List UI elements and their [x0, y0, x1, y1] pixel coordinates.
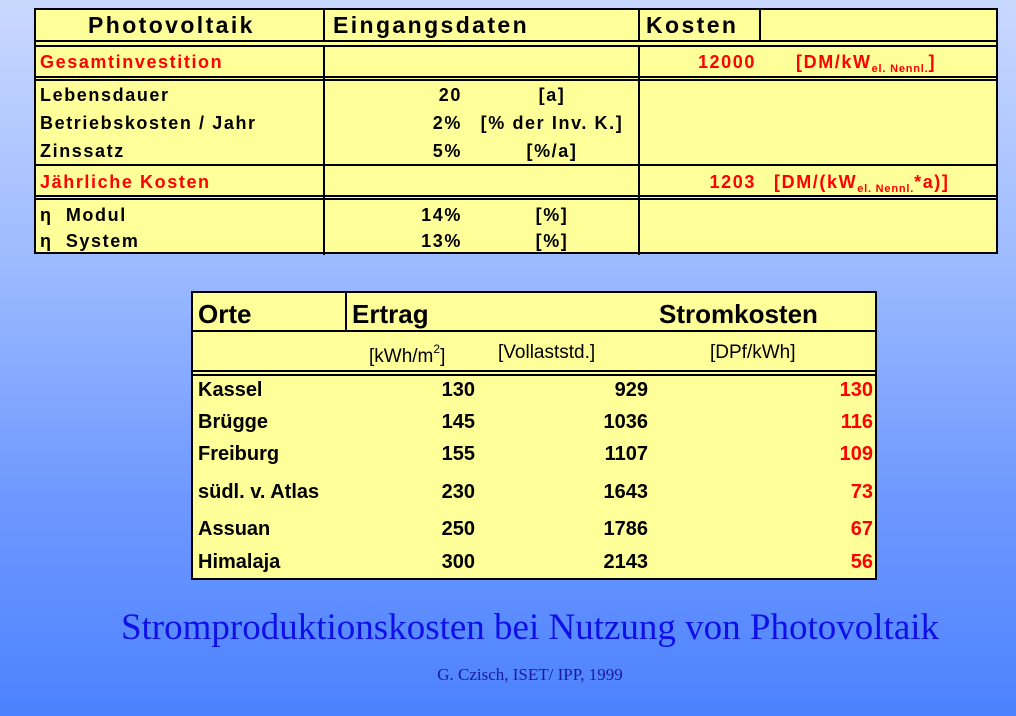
ertrag-vollast: 929: [614, 379, 648, 401]
ertrag-kwh: 130: [441, 379, 475, 401]
unit-vollast: [Vollaststd.]: [498, 342, 596, 363]
divider: [323, 10, 325, 40]
eta-system-label: η System: [40, 231, 140, 251]
eta-system-unit: [%]: [535, 231, 569, 251]
betriebskosten-label: Betriebskosten / Jahr: [40, 113, 257, 133]
divider: [36, 164, 996, 166]
stromkosten-dpf: 67: [850, 518, 873, 540]
eta-symbol: η: [40, 205, 53, 225]
stromkosten-dpf: 130: [839, 379, 873, 401]
zinssatz-unit: [%/a]: [526, 141, 578, 161]
eta-system-value: 13%: [421, 231, 462, 251]
divider: [36, 195, 996, 197]
zinssatz-label: Zinssatz: [40, 141, 125, 161]
header-eingangsdaten: Eingangsdaten: [333, 12, 530, 38]
betriebskosten-unit: [% der Inv. K.]: [480, 113, 624, 133]
eta-modul-value: 14%: [421, 205, 462, 225]
divider: [323, 45, 325, 255]
header-photovoltaik: Photovoltaik: [88, 12, 255, 38]
ertrag-kwh: 155: [441, 443, 475, 465]
stromkosten-dpf: 56: [850, 551, 873, 573]
lebensdauer-unit: [a]: [538, 85, 566, 105]
divider: [345, 293, 347, 330]
divider: [36, 76, 996, 78]
header-kosten: Kosten: [646, 12, 739, 38]
divider: [36, 45, 996, 47]
ort-name: Assuan: [198, 518, 271, 540]
divider: [193, 330, 875, 332]
eta-symbol: η: [40, 231, 53, 251]
ertrag-vollast: 1643: [603, 481, 648, 503]
ort-name: Himalaja: [198, 551, 281, 573]
divider: [638, 10, 640, 40]
zinssatz-value: 5%: [432, 141, 462, 161]
ort-name: Freiburg: [198, 443, 280, 465]
jaehrliche-kosten-value: 1203: [709, 172, 756, 192]
jaehrliche-kosten-label: Jährliche Kosten: [40, 172, 211, 192]
header-orte: Orte: [198, 299, 252, 329]
ort-name: Brügge: [198, 411, 268, 433]
jaehrliche-kosten-unit: $[DM/(kW_{el. Nennl.}*a)]$: [774, 172, 950, 195]
header-ertrag: Ertrag: [352, 299, 429, 329]
ertrag-kwh: 250: [441, 518, 475, 540]
stromkosten-dpf: 73: [850, 481, 873, 503]
eta-modul-unit: [%]: [535, 205, 569, 225]
ertrag-vollast: 1107: [604, 443, 648, 465]
stromkosten-dpf: 116: [840, 411, 873, 433]
betriebskosten-value: 2%: [432, 113, 462, 133]
ertrag-kwh: 145: [441, 411, 475, 433]
eta-modul-label: η Modul: [40, 205, 127, 225]
lebensdauer-value: 20: [438, 85, 462, 105]
ertrag-vollast: 1036: [603, 411, 648, 433]
ort-name: südl. v. Atlas: [198, 481, 320, 503]
divider: [36, 198, 996, 200]
stromkosten-dpf: 109: [839, 443, 873, 465]
gesamtinvestition-label: Gesamtinvestition: [40, 52, 224, 72]
page-title: Stromproduktionskosten bei Nutzung von Photovoltaik: [120, 607, 940, 648]
unit-kwh: $[kWh/m^2]$: [369, 342, 446, 367]
lebensdauer-label: Lebensdauer: [40, 85, 170, 105]
orte-table: [191, 291, 877, 580]
header-stromkosten: Stromkosten: [659, 299, 818, 329]
ertrag-vollast: 1786: [603, 518, 648, 540]
divider: [759, 10, 761, 40]
photovoltaik-table: [34, 8, 998, 254]
ertrag-kwh: 230: [441, 481, 475, 503]
unit-dpf: [DPf/kWh]: [710, 342, 796, 363]
gesamtinvestition-unit: $[DM/kW_{el. Nennl.}]$: [796, 52, 937, 75]
divider: [193, 374, 875, 376]
gesamtinvestition-value: 12000: [697, 52, 756, 72]
divider: [36, 79, 996, 81]
ertrag-vollast: 2143: [603, 551, 648, 573]
ertrag-kwh: 300: [441, 551, 475, 573]
ort-name: Kassel: [198, 379, 263, 401]
divider: [638, 45, 640, 255]
author-credit: G. Czisch, ISET/ IPP, 1999: [437, 665, 623, 684]
divider: [193, 370, 875, 372]
divider: [36, 40, 996, 42]
